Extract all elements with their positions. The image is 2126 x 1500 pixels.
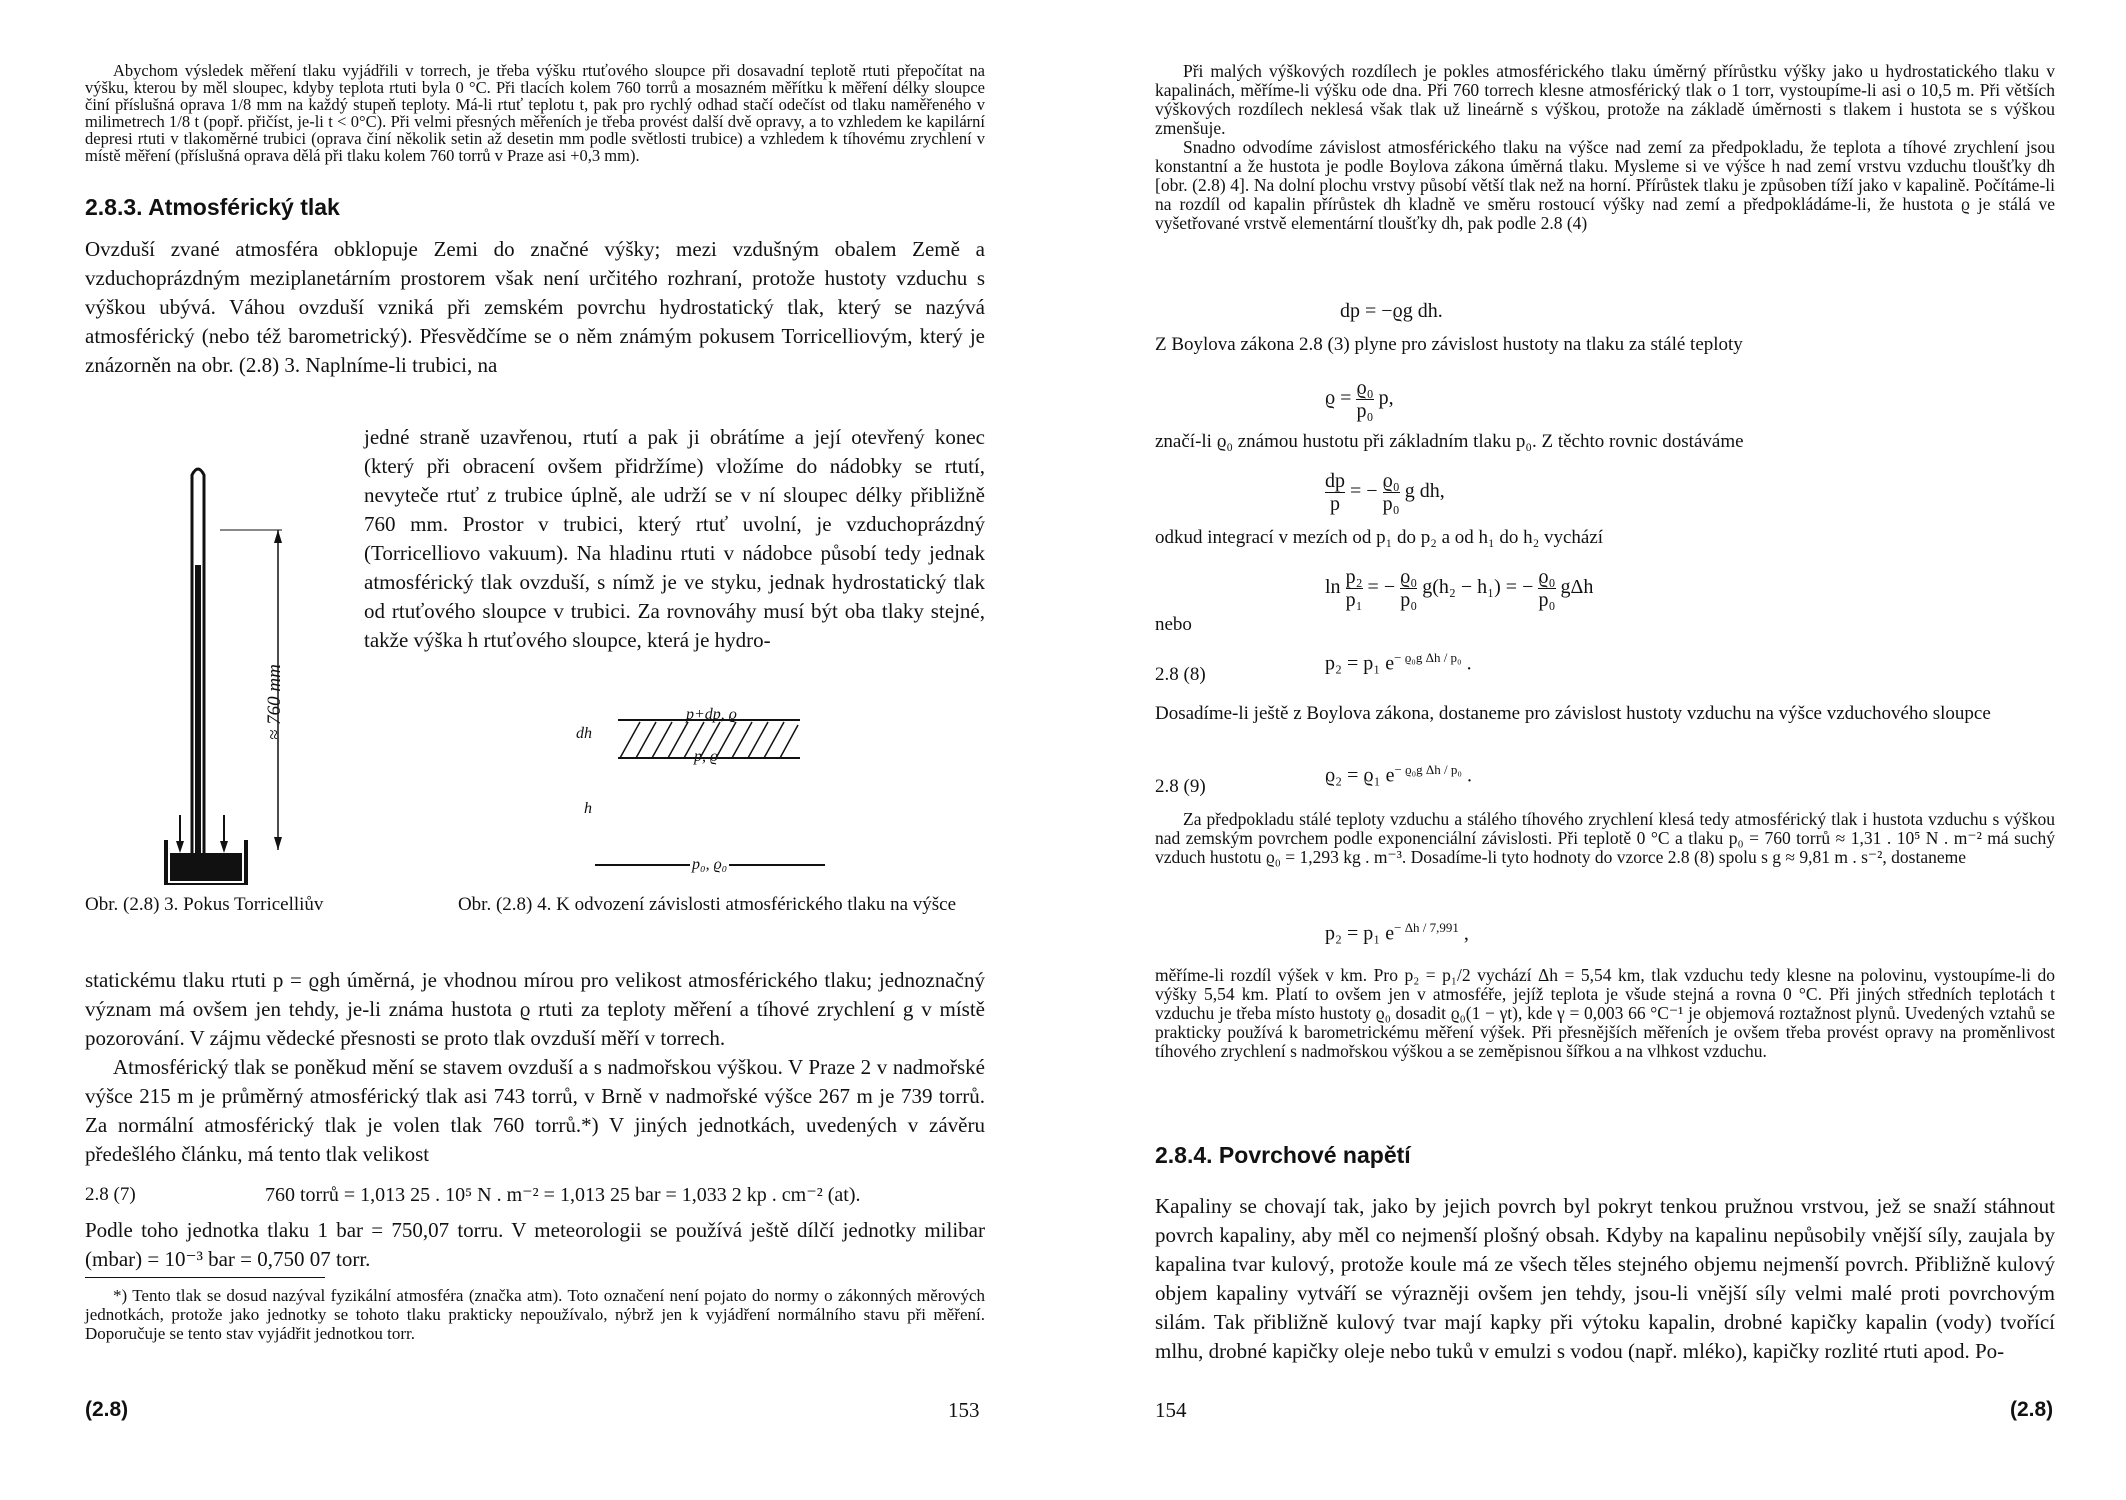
right-heading-block [1155,1142,1411,1169]
eq9-number: 2.8 (9) [1155,776,1206,797]
fig4-label-mid: p, ϱ [694,748,719,765]
paragraph-density-base: značí-li ϱ₀ známou hustotu při základním tlaku p₀. Z těchto rovnic dostáváme [1155,431,1744,452]
paragraph-bar-units: Podle toho jednotka tlaku 1 bar = 750,07 torru. V meteorologii se používá ještě dílčí jednotky milibar (mbar) = 10⁻³ bar = 0,750 07 torr. [85,1218,985,1271]
paragraph-surface-tension: Kapaliny se chovají tak, jako by jejich povrch byl pokryt tenkou pružnou vrstvou, jež se snaží stáhnout povrch kapaliny, aby měl co nejmenší plošný obsah. Kdyby na kapalinu nepůsobily vnější síly, zaujala by kapalina tvar kulový, protože koule má ze všech těles stejného objemu nejmenší povrch. Přibližně kulový objem kapaliny vytváří se výrazněji ovšem jen tehdy, jsou-li vnější síly velmi malé proti povrchovým silám. Tak přibližně kulový tvar mají kapky při výtoku kapalin, drobné kapičky kapalin (vody) tvořící mlhu, drobné kapičky oleje nebo tuků v emulzi s vodou (např. mléko), kapičky rozlité rtuti apod. Po- [1155,1194,2055,1363]
left-lower-text [85,966,985,1169]
paragraph-small-differences: Při malých výškových rozdílech je pokles atmosférického tlaku úměrný přírůstku výšky jako u hydrostatického tlaku v kapalinách, měříme-li výšku ode dna. Při 760 torrech klesne atmosférický tlak o 1 torr, vystoupíme-li asi o 10,5 m. Při větších výškových rozdílech neklesá však tlak už lineárně s výškou, protože na základě úměrnosti s tlakem i hustota se s výškou zmenšuje. [1155,61,2055,138]
right-integration-text [1155,528,2055,547]
fig4-label-top: p+dp, ϱ [686,706,737,723]
paragraph-integration: odkud integrací v mezích od p₁ do p₂ a od h₁ do h₂ vychází [1155,527,1604,548]
right-density-text [1155,432,2055,451]
caption-fig3: Obr. (2.8) 3. Pokus Torricelliův [85,894,324,915]
left-chapter-marker: (2.8) [85,1398,129,1421]
caption-fig4: Obr. (2.8) 4. K odvození závislosti atmosférického tlaku na výšce [457,894,957,915]
fig4-label-bottom: p₀, ϱ₀ [692,856,728,873]
right-page [1155,62,2055,233]
footnote-divider [85,1277,325,1278]
eq9: ϱ₂ = ϱ₁ $e^{- ϱ_0g \Delta h / p_0}$ . [1325,762,1472,787]
left-page [85,62,985,380]
left-page-number: 153 [948,1398,980,1422]
right-boyle-text [1155,335,2055,354]
paragraph-derivation: Snadno odvodíme závislost atmosférického tlaku na výšce nad zemí za předpokladu, že teplota a tíhové zrychlení jsou konstantní a že hustota je podle Boylova zákona úměrná tlaku. Mysleme si ve výšce h nad zemí vrstvu vzduchu tloušťky dh [obr. (2.8) 4]. Na dolní plochu vrstvy působí větší tlak než na horní. Přírůstek tlaku je způsoben tíží jako v kapalině. Počítáme-li na rozdíl od kapalin přírůstek dh kladně ve směru rostoucí výšky nad zemí a předpokládáme-li, že hustota ϱ je stálá ve vyšetřované vrstvě elementární tloušťky dh, pak podle 2.8 (4) [1155,137,2055,233]
right-surface-text [1155,1192,2055,1366]
right-exponential-text [1155,810,2055,867]
section-heading-surface-tension: 2.8.4. Povrchové napětí [1155,1142,1411,1168]
eq-dp-p: $\frac{dp}{p}$ = − $\frac{\text{ϱ₀}}{\text{p₀}}$ g dh, [1325,470,1445,515]
left-unit-text [85,1216,985,1274]
paragraph-pressure-variation: Atmosférický tlak se poněkud mění se stavem ovzduší a s nadmořskou výškou. V Praze 2 v nadmořské výšce 215 m je průměrný atmosférický tlak asi 743 torrů, v Brně v nadmořské výšce 267 m je 739 torrů. Za normální atmosférický tlak je volen tlak 760 torrů.*) V jiných jednotkách, uvedených v závěru předešlého článku, má tento tlak velikost [85,1055,985,1166]
word-nebo: nebo [1155,614,1192,635]
eq7: 760 torrů = 1,013 25 . 10⁵ N . m⁻² = 1,013 25 bar = 1,033 2 kp . cm⁻² (at). [265,1184,861,1206]
fig4-label-h: h [584,800,592,817]
paragraph-exponential: Za předpokladu stálé teploty vzduchu a stálého tíhového zrychlení klesá tedy atmosférický tlak i hustota vzduchu s výškou nad zemským povrchem podle exponenciální závislosti. Při teplotě 0 °C a tlaku p₀ = 760 torrů ≈ 1,31 . 10⁵ N . m⁻² má suchý vzduch hustotu ϱ₀ = 1,293 kg . m⁻³. Dosadíme-li tyto hodnoty do vzorce 2.8 (8) spolu s g ≈ 9,81 m . s⁻², dostaneme [1155,809,2055,867]
footnote-block [85,1286,985,1343]
footnote: *) Tento tlak se dosud nazýval fyzikální atmosféra (značka atm). Toto označení není pojato do normy o zákonných měrových jednotkách, protože jako jednotky se tohoto tlaku prakticky nepoužívalo, nýbrž jen k vyjádření normálního stavu při měření. Doporučuje se tento stav vyjádřit jednotkou torr. [85,1286,985,1343]
eq-dp: dp = −ϱg dh. [1340,300,1443,322]
right-chapter-marker: (2.8) [2010,1398,2054,1421]
fig3-height-label: ≈ 760 mm [264,664,285,740]
eq-density: ϱ = $\frac{\text{ϱ₀}}{\text{p₀}}$ p, [1325,377,1394,422]
right-eq9-intro [1155,704,2055,723]
eq7-number: 2.8 (7) [85,1184,136,1205]
eq-ln: ln $\frac{\text{p₂}}{\text{p₁}}$ = − $\frac{\text{ϱ₀}}{\text{p₀}}$ g(h₂ − h₁) = − $\frac{\text{ϱ₀}}{\text{p₀}}$ gΔh [1325,566,1594,611]
paragraph-torricelli-wrap: jedné straně uzavřenou, rtutí a pak ji obrátíme a její otevřený konec (který při obracení ovšem přidržíme) vložíme do nádobky se rtutí, nevyteče rtuť z trubice úplně, ale udrží se v ní sloupec délky přibližně 760 mm. Prostor v trubici, který rtuť uvolní, je vzduchoprázdný (Torricelliovo vakuum). Na hladinu rtuti v nádobce působí tedy jednak atmosférický tlak ovzduší, s nímž je ve styku, jednak hydrostatický tlak od rtuťového sloupce v trubici. Za rovnováhy musí být oba tlaky stejné, takže výška h rtuťového sloupce, která je hydro- [364,425,985,652]
right-page-number: 154 [1155,1398,1187,1422]
paragraph-boyle: Z Boylova zákona 2.8 (3) plyne pro závislost hustoty na tlaku za stálé teploty [1155,334,1743,355]
right-km-text [1155,966,2055,1061]
fig4-label-dh: dh [576,725,592,742]
paragraph-mercury-pressure: statickému tlaku rtuti p = ϱgh úměrná, je vhodnou mírou pro velikost atmosférického tlaku; jednoznačný význam má ovšem jen tehdy, je-li známa hustota ϱ rtuti za teploty měření a tíhové zrychlení g v místě pozorování. V zájmu vědecké přesnosti se proto tlak ovzduší měří v torrech. [85,968,985,1050]
eq8: p₂ = p₁ $e^{- ϱ_0g \Delta h / p_0}$ . [1325,650,1472,675]
intro-paragraph: Abychom výsledek měření tlaku vyjádřili v torrech, je třeba výšku rtuťového sloupce při dosavadní teplotě rtuti přepočítat na výšku, kterou by měl sloupec, kdyby teplota rtuti byla 0 °C. Při tlacích kolem 760 torrů a mosazném měřítku k měření délky sloupce činí příslušná oprava 1/8 mm na každý stupeň teploty. Má-li rtuť teplotu t, pak pro rychlý odhad stačí odečíst od tlaku naměřeného v milimetrech 1/8 t (popř. přičíst, je-li t < 0°C). Při velmi přesných měřeních je třeba provést další dvě opravy, a to vzhledem ke kapilární depresi rtuti v tlakoměrné trubici (oprava činí několik setin až desetin mm podle světlosti trubice) a vzhledem k tíhovému zrychlení v místě měření (příslušná oprava dělá při tlaku kolem 760 torrů v Praze asi +0,3 mm). [85,61,985,165]
paragraph-density-height: Dosadíme-li ještě z Boylova zákona, dostaneme pro závislost hustoty vzduchu na výšce vzduchového sloupce [1155,703,1991,724]
paragraph-atmosphere: Ovzduší zvané atmosféra obklopuje Zemi do značné výšky; mezi vzdušným obalem Země a vzduchoprázdným meziplanetárním prostorem však není určitého rozhraní, protože hustoty vzduchu s výškou ubývá. Váhou ovzduší vzniká při zemském povrchu hydrostatický tlak, který se nazývá atmosférický (nebo též barometrický). Přesvědčíme se o něm známým pokusem Torricelliovým, který je znázorněn na obr. (2.8) 3. Naplníme-li trubici, na [85,237,985,377]
left-wrap-text [364,423,985,655]
pressure-layer-figure [590,700,830,880]
eq8-number: 2.8 (8) [1155,664,1206,685]
eq-km: p₂ = p₁ $e^{- \Delta h / 7,991}$ , [1325,920,1469,945]
section-heading-atmospheric-pressure: 2.8.3. Atmosférický tlak [85,194,340,220]
paragraph-km: měříme-li rozdíl výšek v km. Pro p₂ = p₁/2 vychází Δh = 5,54 km, tlak vzduchu tedy klesne na polovinu, vystoupíme-li do výšky 5,54 km. Platí to ovšem jen v atmosféře, jejíž teplota je všude stejná a rovna 0 °C. Při jiných středních teplotách t vzduchu je třeba místo hustoty ϱ₀ dosadit ϱ₀(1 − γt), kde γ = 0,003 66 °C⁻¹ je objemová roztažnost plynů. Uvedených vztahů se prakticky používá k barometrickému měření výšek. Při přesnějších měřeních je ovšem třeba provést opravy na proměnlivost tíhového zrychlení s nadmořskou výškou a se zeměpisnou šířkou a na vlhkost vzduchu. [1155,965,2055,1061]
